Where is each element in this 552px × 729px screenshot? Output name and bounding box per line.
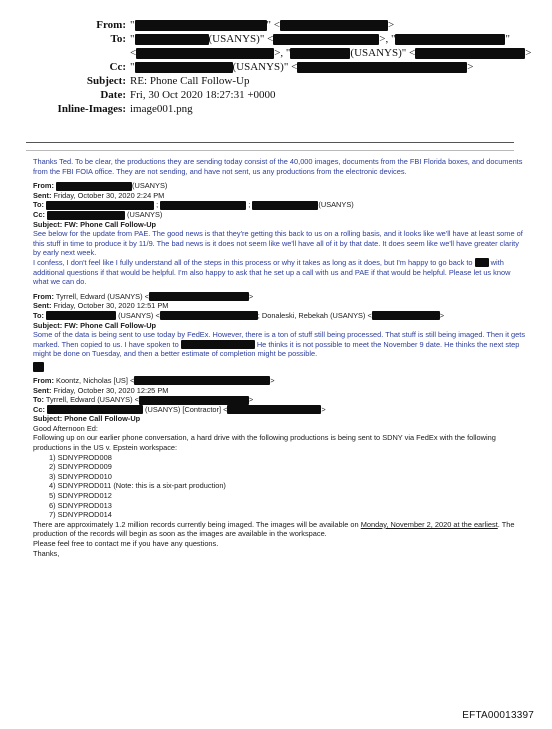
msg2-subject-row: Subject: FW: Phone Call Follow-Up — [33, 320, 157, 330]
list-item: 3) SDNYPROD010 — [49, 471, 112, 481]
redaction-block — [395, 34, 505, 45]
msg2-paragraph: Some of the data is being sent to use today by FedEx. However, there is a ton of stuff still being processed. That stuff is still being imaged. Then it gets marked. Then copied to us. I have spoken to He thinks it is not possible to meet the November 9 date. He thinks the next step might be done on Tuesday, and then a better estimate of completion might be possible. — [33, 330, 526, 359]
msg1-cc-row: Cc: (USANYS) — [33, 209, 163, 219]
header-date-row — [26, 88, 526, 102]
list-item: 1) SDNYPROD008 — [49, 452, 112, 462]
msg2-sent-row: Sent: Friday, October 30, 2020 12:51 PM — [33, 301, 169, 311]
list-item: 4) SDNYPROD011 (Note: this is a six-part production) — [49, 481, 226, 491]
header-from-row — [26, 18, 526, 32]
header-date-value: Fri, 30 Oct 2020 18:27:31 +0000 — [130, 89, 276, 101]
msg3-intro: Following up on our earlier phone conversation, a hard drive with the following productions is being sent to SDNY via FedEx with the following productions in the US v. Epstein workspace: — [33, 433, 496, 453]
redaction-block — [139, 396, 249, 405]
redaction-block — [297, 62, 467, 73]
header-to-label: To: — [110, 33, 126, 45]
header-cc-value: " (USANYS)" < > — [130, 61, 474, 73]
redaction-block — [290, 48, 350, 59]
header-cc-row — [26, 60, 526, 74]
redaction-block — [136, 48, 274, 59]
msg1-paragraph-2: I confess, I don't feel like I fully understand all of the steps in this process or why it takes as long as it does, but I'm happy to go back to with additional questions if that would be helpful. I'm also happy to ask that he set up a call with us and PAE if that would be helpful. Please let us know what we can do. — [33, 257, 511, 287]
message-1 — [33, 181, 528, 287]
redaction-block — [46, 311, 116, 320]
msg1-sent-row: Sent: Friday, October 30, 2020 2:24 PM — [33, 190, 165, 200]
header-to-value-2: < >, " (USANYS)" < > — [130, 47, 532, 59]
redaction-block — [415, 48, 525, 59]
msg3-greeting: Good Afternoon Ed: — [33, 423, 98, 433]
msg3-closing: There are approximately 1.2 million records currently being imaged. The images will be available on Monday, November 2, 2020 at the earliest. The production of the records will begin as soon as the images are available in the workspace. — [33, 519, 515, 539]
header-inline-label: Inline-Images: — [57, 103, 126, 115]
redaction-block — [135, 34, 209, 45]
msg3-subject-row: Subject: Phone Call Follow-Up — [33, 414, 141, 424]
redaction-block — [280, 20, 388, 31]
redaction-block — [160, 201, 246, 210]
bates-number: EFTA00013397 — [462, 710, 534, 721]
msg2-from-row: From: Tyrrell, Edward (USANYS) < > — [33, 291, 254, 301]
redaction-block — [252, 201, 318, 210]
redaction-block — [33, 362, 44, 372]
redaction-block — [135, 20, 267, 31]
list-item: 7) SDNYPROD014 — [49, 510, 112, 520]
redaction-block — [47, 211, 125, 220]
list-item: 2) SDNYPROD009 — [49, 462, 112, 472]
redaction-block — [56, 182, 132, 191]
redaction-block — [273, 34, 379, 45]
msg1-subject-row: Subject: FW: Phone Call Follow-Up — [33, 219, 157, 229]
redaction-block — [149, 292, 249, 301]
msg3-from-row: From: Koontz, Nicholas [US] < > — [33, 375, 275, 385]
redaction-block — [47, 405, 143, 414]
section-divider — [26, 150, 514, 151]
msg2-to-row: To: (USANYS) < ; Donaleski, Rebekah (USANYS) < > — [33, 310, 445, 320]
redaction-block — [134, 376, 270, 385]
header-inline-row — [26, 102, 526, 116]
reply-body: Thanks Ted. To be clear, the productions they are sending today consist of the 40,000 images, documents from the FBI Florida boxes, and documents from the FBI FOIA office. They are not sending, and have not sent, us any productions from the electronic devices. — [33, 157, 523, 176]
header-subject-value: RE: Phone Call Follow-Up — [130, 75, 250, 87]
msg1-to-row: To: ; ; (USANYS) — [33, 200, 354, 210]
header-inline-value: image001.png — [130, 103, 193, 115]
redaction-block — [46, 201, 154, 210]
msg2-redacted-signature — [33, 362, 528, 372]
msg1-paragraph-1: See below for the update from PAE. The good news is that they're getting this back to us on a rolling basis, and it looks like we'll have at least some of this stuff in time to produce it by 11/9. The bad news is it does not seem like we'll have all of it by that date. It does seem like we'll have greater clarity by early next week. — [33, 229, 523, 258]
production-list — [33, 453, 528, 520]
msg3-to-row: To: Tyrrell, Edward (USANYS) < > — [33, 395, 254, 405]
redaction-block — [372, 311, 440, 320]
list-item: 6) SDNYPROD013 — [49, 500, 112, 510]
header-to-row-2 — [26, 46, 532, 60]
header-from-value: " " < > — [130, 19, 395, 31]
header-divider — [26, 142, 514, 143]
header-from-label: From: — [96, 19, 126, 31]
message-3 — [33, 376, 528, 558]
list-item: 5) SDNYPROD012 — [49, 491, 112, 501]
header-to-value: " (USANYS)" < >, " " — [130, 33, 510, 45]
msg3-thanks: Thanks, — [33, 548, 60, 558]
header-to-row — [26, 32, 526, 46]
msg1-from-row: From: (USANYS) — [33, 181, 168, 191]
availability-date: Monday, November 2, 2020 at the earliest — [360, 519, 498, 529]
header-date-label: Date: — [100, 89, 126, 101]
msg3-cc-row: Cc: (USANYS) [Contractor] < > — [33, 404, 326, 414]
redaction-block — [160, 311, 258, 320]
email-header — [26, 18, 532, 116]
msg3-contact: Please feel free to contact me if you have any questions. — [33, 539, 219, 549]
header-cc-label: Cc: — [109, 61, 126, 73]
redaction-block — [181, 340, 255, 349]
redaction-block — [227, 405, 321, 414]
redaction-block — [135, 62, 233, 73]
email-thread — [33, 157, 528, 558]
header-subject-row — [26, 74, 526, 88]
header-subject-label: Subject: — [86, 75, 126, 87]
message-2 — [33, 292, 528, 372]
msg3-sent-row: Sent: Friday, October 30, 2020 12:25 PM — [33, 385, 169, 395]
redaction-block — [475, 258, 489, 267]
